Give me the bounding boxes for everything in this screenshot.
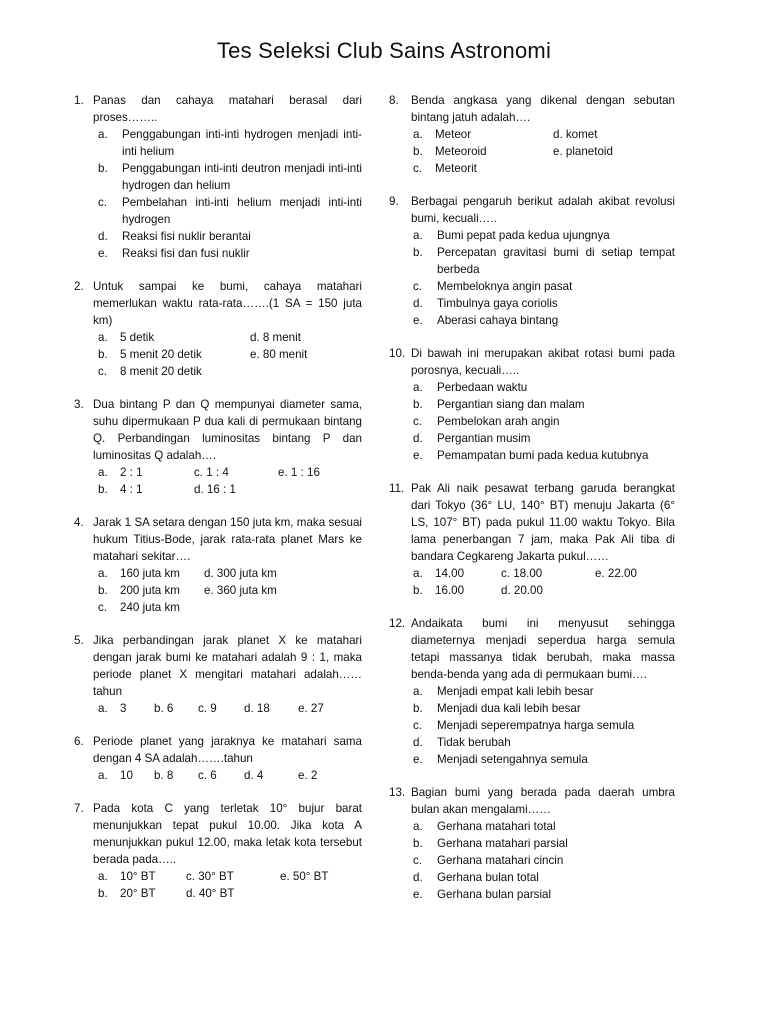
option-text: d. 8 menit: [250, 331, 301, 344]
option-label: b.: [413, 398, 423, 411]
option-text: b. 6: [154, 702, 174, 715]
answer-option[interactable]: [553, 126, 597, 143]
answer-option[interactable]: [413, 751, 675, 768]
option-label: a.: [98, 870, 108, 883]
option-text: 14.00: [435, 567, 465, 580]
question-3: [74, 396, 362, 498]
answer-option[interactable]: [98, 126, 362, 160]
question-stem: [74, 278, 362, 329]
answer-option[interactable]: [413, 447, 675, 464]
option-label: b.: [98, 483, 108, 496]
answer-options: [389, 818, 675, 903]
option-label: c.: [98, 196, 108, 209]
answer-options: [74, 126, 362, 262]
answer-row: [413, 565, 675, 582]
answer-row: [98, 767, 362, 784]
option-text: e. 1 : 16: [278, 466, 320, 479]
question-number: 5.: [74, 634, 84, 647]
option-text: Menjadi empat kali lebih besar: [437, 685, 594, 698]
option-label: b.: [413, 837, 423, 850]
answer-option[interactable]: [280, 868, 328, 885]
option-label: e.: [413, 314, 423, 327]
question-text: Untuk sampai ke bumi, cahaya matahari memerlukan waktu rata-rata…….(1 SA = 150 juta km): [93, 280, 362, 327]
option-text: c. 9: [198, 702, 217, 715]
option-text: d. 18: [244, 702, 270, 715]
question-number: 8.: [389, 94, 399, 107]
option-label: c.: [413, 415, 423, 428]
answer-option[interactable]: [413, 278, 675, 295]
question-text: Jarak 1 SA setara dengan 150 juta km, maka sesuai hukum Titius-Bode, jarak rata-rata planet Mars ke matahari sekitar….: [93, 516, 362, 563]
option-label: a.: [413, 381, 423, 394]
option-text: 5 menit 20 detik: [120, 348, 202, 361]
option-text: Membeloknya angin pasat: [437, 280, 573, 293]
question-stem: [389, 193, 675, 227]
option-label: a.: [413, 567, 423, 580]
option-label: c.: [98, 601, 108, 614]
option-label: c.: [413, 719, 423, 732]
answer-option[interactable]: [244, 767, 298, 784]
option-text: 5 detik: [120, 331, 155, 344]
option-text: 240 juta km: [120, 601, 180, 614]
answer-option[interactable]: [413, 565, 501, 582]
option-text: e. 2: [298, 769, 318, 782]
option-text: Penggabungan inti-inti hydrogen menjadi inti-inti helium: [122, 128, 362, 158]
question-number: 9.: [389, 195, 399, 208]
option-label: a.: [98, 567, 108, 580]
answer-options: [74, 565, 362, 616]
answer-option[interactable]: [298, 767, 317, 784]
answer-option[interactable]: [553, 143, 613, 160]
option-label: b.: [413, 584, 423, 597]
option-text: b. 8: [154, 769, 174, 782]
answer-option[interactable]: [98, 700, 154, 717]
question-stem: [389, 784, 675, 818]
answer-option[interactable]: [413, 143, 553, 160]
answer-row: [413, 126, 675, 143]
option-label: c.: [413, 854, 423, 867]
answer-option[interactable]: [186, 885, 280, 902]
left-column: [74, 92, 362, 918]
question-1: [74, 92, 362, 262]
question-13: [389, 784, 675, 903]
answer-option[interactable]: [98, 245, 362, 262]
option-text: e. 27: [298, 702, 324, 715]
answer-option[interactable]: [413, 430, 675, 447]
question-stem: [74, 92, 362, 126]
answer-option[interactable]: [413, 126, 553, 143]
option-text: d. 40° BT: [186, 887, 235, 900]
answer-option[interactable]: [98, 565, 204, 582]
option-text: 160 juta km: [120, 567, 180, 580]
answer-option[interactable]: [413, 852, 675, 869]
question-text: Periode planet yang jaraknya ke matahari sama dengan 4 SA adalah…….tahun: [93, 735, 362, 765]
option-text: 3: [120, 702, 127, 715]
option-text: Pembelahan inti-inti helium menjadi inti-inti hydrogen: [122, 196, 362, 226]
option-label: e.: [413, 888, 423, 901]
option-text: Reaksi fisi dan fusi nuklir: [122, 247, 250, 260]
answer-option[interactable]: [413, 379, 675, 396]
answer-row: [98, 346, 362, 363]
question-stem: [389, 345, 675, 379]
question-number: 12.: [389, 617, 406, 630]
question-text: Berbagai pengaruh berikut adalah akibat revolusi bumi, kecuali…..: [411, 195, 675, 225]
answer-row: [98, 599, 362, 616]
option-label: d.: [413, 871, 423, 884]
option-text: e. planetoid: [553, 145, 613, 158]
option-text: Menjadi dua kali lebih besar: [437, 702, 581, 715]
option-label: a.: [98, 466, 108, 479]
answer-option[interactable]: [98, 481, 194, 498]
question-number: 11.: [389, 482, 405, 495]
answer-option[interactable]: [194, 464, 278, 481]
answer-options: [74, 464, 362, 498]
answer-option[interactable]: [278, 464, 320, 481]
option-label: b.: [413, 145, 423, 158]
option-text: c. 1 : 4: [194, 466, 229, 479]
option-text: Timbulnya gaya coriolis: [437, 297, 558, 310]
option-label: d.: [413, 736, 423, 749]
option-label: c.: [413, 162, 423, 175]
option-text: Meteor: [435, 128, 472, 141]
option-text: 2 : 1: [120, 466, 143, 479]
answer-row: [413, 160, 675, 177]
answer-option[interactable]: [413, 396, 675, 413]
option-text: c. 30° BT: [186, 870, 234, 883]
option-text: c. 18.00: [501, 567, 543, 580]
option-text: Pemampatan bumi pada kedua kutubnya: [437, 449, 649, 462]
answer-option[interactable]: [98, 767, 154, 784]
question-text: Andaikata bumi ini menyusut sehingga diameternya menjadi seperdua harga semula tetapi massanya tidak berubah, maka massa benda-benda yang ada di permukaan bumi….: [411, 617, 675, 681]
question-number: 6.: [74, 735, 84, 748]
option-label: b.: [98, 584, 108, 597]
question-text: Panas dan cahaya matahari berasal dari proses……..: [93, 94, 362, 124]
answer-option[interactable]: [186, 868, 280, 885]
option-label: b.: [413, 702, 423, 715]
answer-option[interactable]: [198, 767, 244, 784]
option-label: b.: [98, 348, 108, 361]
question-text: Dua bintang P dan Q mempunyai diameter sama, suhu dipermukaan P dua kali di permukaan bintang Q. Perbandingan luminositas bintang P dan luminositas Q adalah….: [93, 398, 362, 462]
answer-option[interactable]: [98, 228, 362, 245]
answer-options: [74, 329, 362, 380]
option-label: d.: [413, 297, 423, 310]
option-text: e. 360 juta km: [204, 584, 277, 597]
answer-option[interactable]: [98, 160, 362, 194]
option-text: Gerhana matahari total: [437, 820, 556, 833]
question-number: 7.: [74, 802, 84, 815]
question-6: [74, 733, 362, 784]
answer-option[interactable]: [413, 295, 675, 312]
answer-options: [389, 126, 675, 177]
question-number: 1.: [74, 94, 84, 107]
option-text: Percepatan gravitasi bumi di setiap tempat berbeda: [437, 246, 675, 276]
option-label: c.: [413, 280, 423, 293]
question-11: [389, 480, 675, 599]
answer-option[interactable]: [298, 700, 324, 717]
option-text: 16.00: [435, 584, 465, 597]
answer-option[interactable]: [250, 346, 307, 363]
answer-option[interactable]: [198, 700, 244, 717]
answer-row: [98, 481, 362, 498]
option-text: d. 300 juta km: [204, 567, 277, 580]
answer-row: [98, 868, 362, 885]
option-label: d.: [98, 230, 108, 243]
question-text: Jika perbandingan jarak planet X ke matahari dengan jarak bumi ke matahari adalah 9 : 1, maka periode planet X mengitari matahari adalah……tahun: [93, 634, 362, 698]
answer-options: [74, 767, 362, 784]
answer-option[interactable]: [413, 886, 675, 903]
option-text: Pergantian siang dan malam: [437, 398, 585, 411]
answer-row: [98, 582, 362, 599]
answer-option[interactable]: [413, 869, 675, 886]
option-text: Reaksi fisi nuklir berantai: [122, 230, 251, 243]
answer-option[interactable]: [98, 346, 250, 363]
question-8: [389, 92, 675, 177]
answer-option[interactable]: [413, 818, 675, 835]
question-text: Bagian bumi yang berada pada daerah umbra bulan akan mengalami……: [411, 786, 675, 816]
answer-option[interactable]: [154, 767, 198, 784]
option-text: e. 80 menit: [250, 348, 308, 361]
question-number: 13.: [389, 786, 406, 799]
question-number: 3.: [74, 398, 84, 411]
answer-option[interactable]: [413, 244, 675, 278]
answer-row: [413, 582, 675, 599]
answer-option[interactable]: [98, 464, 194, 481]
option-label: a.: [413, 229, 423, 242]
option-label: b.: [98, 162, 108, 175]
answer-option[interactable]: [244, 700, 298, 717]
answer-option[interactable]: [413, 717, 675, 734]
question-4: [74, 514, 362, 616]
option-text: 10° BT: [120, 870, 156, 883]
question-stem: [389, 615, 675, 683]
answer-option[interactable]: [98, 599, 204, 616]
answer-row: [98, 565, 362, 582]
answer-option[interactable]: [501, 582, 595, 599]
answer-option[interactable]: [250, 329, 301, 346]
question-10: [389, 345, 675, 464]
answer-option[interactable]: [413, 312, 675, 329]
answer-options: [74, 700, 362, 717]
option-label: e.: [98, 247, 108, 260]
option-text: Perbedaan waktu: [437, 381, 528, 394]
question-text: Benda angkasa yang dikenal dengan sebutan bintang jatuh adalah….: [411, 94, 675, 124]
option-text: Gerhana bulan parsial: [437, 888, 552, 901]
option-text: d. 16 : 1: [194, 483, 236, 496]
answer-option[interactable]: [98, 885, 186, 902]
option-label: e.: [413, 753, 423, 766]
question-text: Pak Ali naik pesawat terbang garuda berangkat dari Tokyo (36° LU, 140° BT) menuju Jakarta (6° LS, 107° BT) pada pukul 11.00 waktu Tokyo. Bila lama penerbangan 7 jam, maka Pak Ali tiba di bandara Cegkareng Jakarta pukul……: [411, 482, 675, 563]
question-stem: [74, 632, 362, 700]
option-text: Meteorit: [435, 162, 477, 175]
option-text: Aberasi cahaya bintang: [437, 314, 559, 327]
option-text: Pergantian musim: [437, 432, 531, 445]
question-text: Di bawah ini merupakan akibat rotasi bumi pada porosnya, kecuali…..: [411, 347, 675, 377]
option-text: e. 22.00: [595, 567, 637, 580]
answer-option[interactable]: [413, 683, 675, 700]
option-label: b.: [413, 246, 423, 259]
option-text: c. 6: [198, 769, 217, 782]
answer-options: [389, 565, 675, 599]
option-label: a.: [98, 769, 108, 782]
option-label: a.: [98, 128, 108, 141]
question-stem: [74, 800, 362, 868]
option-text: 8 menit 20 detik: [120, 365, 202, 378]
answer-row: [98, 464, 362, 481]
answer-option[interactable]: [595, 565, 637, 582]
option-label: a.: [98, 702, 108, 715]
option-text: e. 50° BT: [280, 870, 329, 883]
option-text: Pembelokan arah angin: [437, 415, 560, 428]
answer-row: [98, 700, 362, 717]
option-label: a.: [413, 128, 423, 141]
question-7: [74, 800, 362, 902]
option-label: c.: [98, 365, 108, 378]
right-column: [389, 92, 675, 919]
answer-option[interactable]: [194, 481, 278, 498]
option-text: Menjadi setengahnya semula: [437, 753, 588, 766]
option-text: Gerhana matahari parsial: [437, 837, 568, 850]
question-12: [389, 615, 675, 768]
answer-option[interactable]: [413, 582, 501, 599]
option-text: Gerhana bulan total: [437, 871, 539, 884]
page-title: Tes Seleksi Club Sains Astronomi: [216, 38, 552, 63]
answer-option[interactable]: [413, 700, 675, 717]
question-number: 4.: [74, 516, 84, 529]
option-text: Bumi pepat pada kedua ujungnya: [437, 229, 610, 242]
answer-row: [98, 363, 362, 380]
answer-options: [389, 379, 675, 464]
option-text: Tidak berubah: [437, 736, 511, 749]
answer-option[interactable]: [98, 582, 204, 599]
option-text: d. 20.00: [501, 584, 543, 597]
option-text: d. 4: [244, 769, 264, 782]
question-number: 2.: [74, 280, 84, 293]
question-stem: [74, 396, 362, 464]
answer-option[interactable]: [154, 700, 198, 717]
option-text: Gerhana matahari cincin: [437, 854, 564, 867]
answer-option[interactable]: [413, 734, 675, 751]
answer-options: [389, 227, 675, 329]
option-text: 20° BT: [120, 887, 156, 900]
question-5: [74, 632, 362, 717]
answer-option[interactable]: [413, 413, 675, 430]
option-text: 10: [120, 769, 133, 782]
option-text: Meteoroid: [435, 145, 487, 158]
option-text: Penggabungan inti-inti deutron menjadi inti-inti hydrogen dan helium: [122, 162, 362, 192]
question-stem: [74, 514, 362, 565]
question-number: 10.: [389, 347, 406, 360]
answer-option[interactable]: [98, 868, 186, 885]
answer-option[interactable]: [204, 565, 277, 582]
question-stem: [389, 480, 675, 565]
option-label: a.: [413, 820, 423, 833]
answer-option[interactable]: [98, 194, 362, 228]
option-text: d. komet: [553, 128, 598, 141]
answer-option[interactable]: [204, 582, 277, 599]
option-label: a.: [98, 331, 108, 344]
option-label: d.: [413, 432, 423, 445]
answer-option[interactable]: [98, 363, 250, 380]
answer-option[interactable]: [501, 565, 595, 582]
answer-option[interactable]: [413, 227, 675, 244]
option-label: a.: [413, 685, 423, 698]
question-2: [74, 278, 362, 380]
answer-row: [413, 143, 675, 160]
answer-options: [389, 683, 675, 768]
option-text: 200 juta km: [120, 584, 180, 597]
answer-options: [74, 868, 362, 902]
answer-option[interactable]: [413, 835, 675, 852]
question-9: [389, 193, 675, 329]
answer-row: [98, 329, 362, 346]
option-text: 4 : 1: [120, 483, 143, 496]
question-stem: [74, 733, 362, 767]
option-text: Menjadi seperempatnya harga semula: [437, 719, 635, 732]
answer-row: [98, 885, 362, 902]
option-label: b.: [98, 887, 108, 900]
option-label: e.: [413, 449, 423, 462]
question-stem: [389, 92, 675, 126]
question-text: Pada kota C yang terletak 10° bujur barat menunjukkan tepat pukul 10.00. Jika kota A menunjukkan pukul 12.00, maka letak kota tersebut berada pada…..: [93, 802, 362, 866]
answer-option[interactable]: [98, 329, 250, 346]
answer-option[interactable]: [413, 160, 553, 177]
